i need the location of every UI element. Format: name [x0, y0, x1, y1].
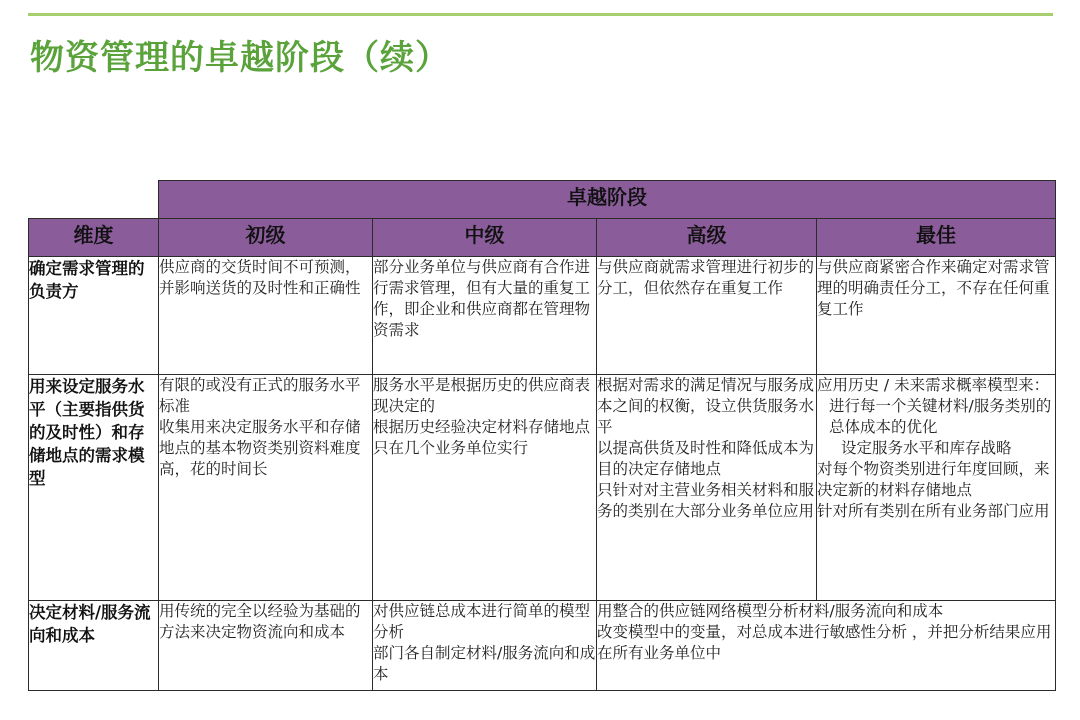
maturity-table: [28, 180, 1056, 691]
cell-line: 针对所有类别在所有业务部门应用: [817, 502, 1050, 520]
row-dimension-label: 用来设定服务水平（主要指供货的及时性）和存储地点的需求模型: [29, 375, 159, 601]
cell-line-indented: 设定服务水平和库存战略: [841, 439, 1012, 457]
cell-advanced: [597, 375, 817, 601]
cell-advanced-best-merged: [597, 601, 1056, 691]
cell-basic: [159, 375, 373, 601]
cell-line: 用整合的供应链网络模型分析材料/服务流向和成本: [597, 602, 944, 620]
cell-line: 只在几个业务单位实行: [373, 439, 529, 457]
cell-best: 与供应商紧密合作来确定对需求管理的明确责任分工，不存在任何重复工作: [817, 257, 1056, 375]
table-row: [29, 375, 1056, 601]
slide-title: 物资管理的卓越阶段（续）: [30, 38, 450, 78]
table-row: [29, 257, 1056, 375]
column-header-dimension: 维度: [29, 219, 159, 257]
cell-line: 改变模型中的变量，对总成本进行敏感性分析 ，并把分析结果应用在所有业务单位中: [597, 623, 1052, 662]
group-header-row: [29, 181, 1056, 219]
header-corner-blank: [29, 181, 159, 219]
cell-line: 对供应链总成本进行简单的模型分析: [373, 602, 591, 641]
table-row: [29, 601, 1056, 691]
cell-line: 部门各自制定材料/服务流向和成本: [373, 644, 596, 683]
cell-line: 根据对需求的满足情况与服务成本之间的权衡，设立供货服务水平: [597, 376, 815, 436]
group-header-excellence-stage: 卓越阶段: [159, 181, 1056, 219]
cell-line: 根据历史经验决定材料存储地点: [373, 418, 591, 436]
row-dimension-label: 决定材料/服务流向和成本: [29, 601, 159, 691]
column-header-row: [29, 219, 1056, 257]
column-header-basic: 初级: [159, 219, 373, 257]
cell-basic: 用传统的完全以经验为基础的方法来决定物资流向和成本: [159, 601, 373, 691]
column-header-intermediate: 中级: [373, 219, 597, 257]
cell-line: 对每个物资类别进行年度回顾，来决定新的材料存储地点: [817, 460, 1050, 499]
column-header-best: 最佳: [817, 219, 1056, 257]
top-divider-line: [28, 13, 1053, 16]
row-dimension-label: 确定需求管理的负责方: [29, 257, 159, 375]
cell-advanced: 与供应商就需求管理进行初步的分工，但依然存在重复工作: [597, 257, 817, 375]
cell-line: 以提高供货及时性和降低成本为目的决定存储地点: [597, 439, 815, 478]
cell-line: 只针对对主营业务相关材料和服务的类别在大部分业务单位应用: [597, 481, 815, 520]
cell-line: 收集用来决定服务水平和存储地点的基本物资类别资料难度高，花的时间长: [159, 418, 361, 478]
cell-line: 应用历史 / 未来需求概率模型来：: [817, 376, 1050, 394]
cell-intermediate: 部分业务单位与供应商有合作进行需求管理，但有大量的重复工作，即企业和供应商都在管理物资需求: [373, 257, 597, 375]
cell-line: 服务水平是根据历史的供应商表现决定的: [373, 376, 591, 415]
column-header-advanced: 高级: [597, 219, 817, 257]
cell-line-indented: 进行每一个关键材料/服务类别的总体成本的优化: [829, 397, 1052, 436]
cell-intermediate: [373, 601, 597, 691]
cell-intermediate: [373, 375, 597, 601]
cell-best: [817, 375, 1056, 601]
cell-basic: 供应商的交货时间不可预测，并影响送货的及时性和正确性: [159, 257, 373, 375]
cell-line: 有限的或没有正式的服务水平标准: [159, 376, 361, 415]
